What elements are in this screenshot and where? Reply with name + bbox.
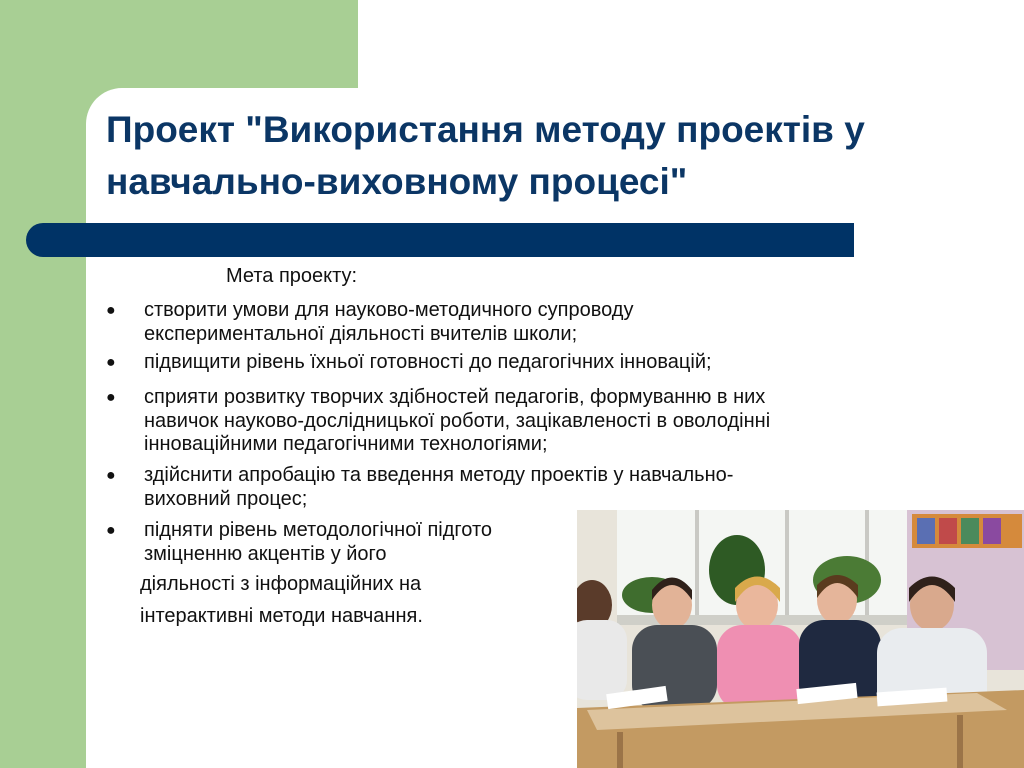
item-text: виховний процес;: [144, 487, 308, 510]
bullet-item: [106, 464, 733, 511]
title-line-2: навчально-виховному процесі": [106, 161, 688, 202]
item-text: створити умови для науково-методичного супроводу: [144, 299, 634, 321]
bullet-item: [106, 519, 492, 566]
continuation-text: інтерактивні методи навчання.: [140, 605, 423, 627]
teachers-photo: [577, 510, 1024, 768]
bullet-icon: ●: [106, 302, 116, 319]
bullet-icon: ●: [106, 522, 116, 539]
bullet-icon: ●: [106, 389, 116, 406]
item-text: здійснити апробацію та введення методу проектів у навчально-: [144, 464, 734, 486]
bullet-item: [106, 299, 633, 346]
title-line-1: Проект "Використання методу проектів у: [106, 109, 865, 150]
bullet-icon: ●: [106, 354, 116, 371]
item-text: підвищити рівень їхньої готовності до педагогічних інновацій;: [144, 351, 712, 373]
item-text: експериментальної діяльності вчителів школи;: [144, 322, 578, 345]
item-text: сприяти розвитку творчих здібностей педагогів, формуванню в них: [144, 386, 766, 408]
teachers-photo-illustration: [577, 510, 1024, 768]
item-text: підняти рівень методологічної підгото: [144, 519, 492, 541]
bullet-item: [106, 386, 770, 457]
item-text: навичок науково-дослідницької роботи, зацікавленості в оволодінні: [144, 409, 771, 432]
item-text: інноваційними педагогічними технологіями;: [144, 433, 548, 455]
bullet-icon: ●: [106, 467, 116, 484]
bullet-item: [106, 351, 712, 375]
slide-title: [106, 104, 986, 208]
goal-label: Мета проекту:: [226, 265, 358, 287]
continuation-text: діяльності з інформаційних на: [140, 573, 422, 595]
title-divider-bar: [26, 223, 854, 257]
item-text: зміцненню акцентів у його: [144, 542, 387, 565]
